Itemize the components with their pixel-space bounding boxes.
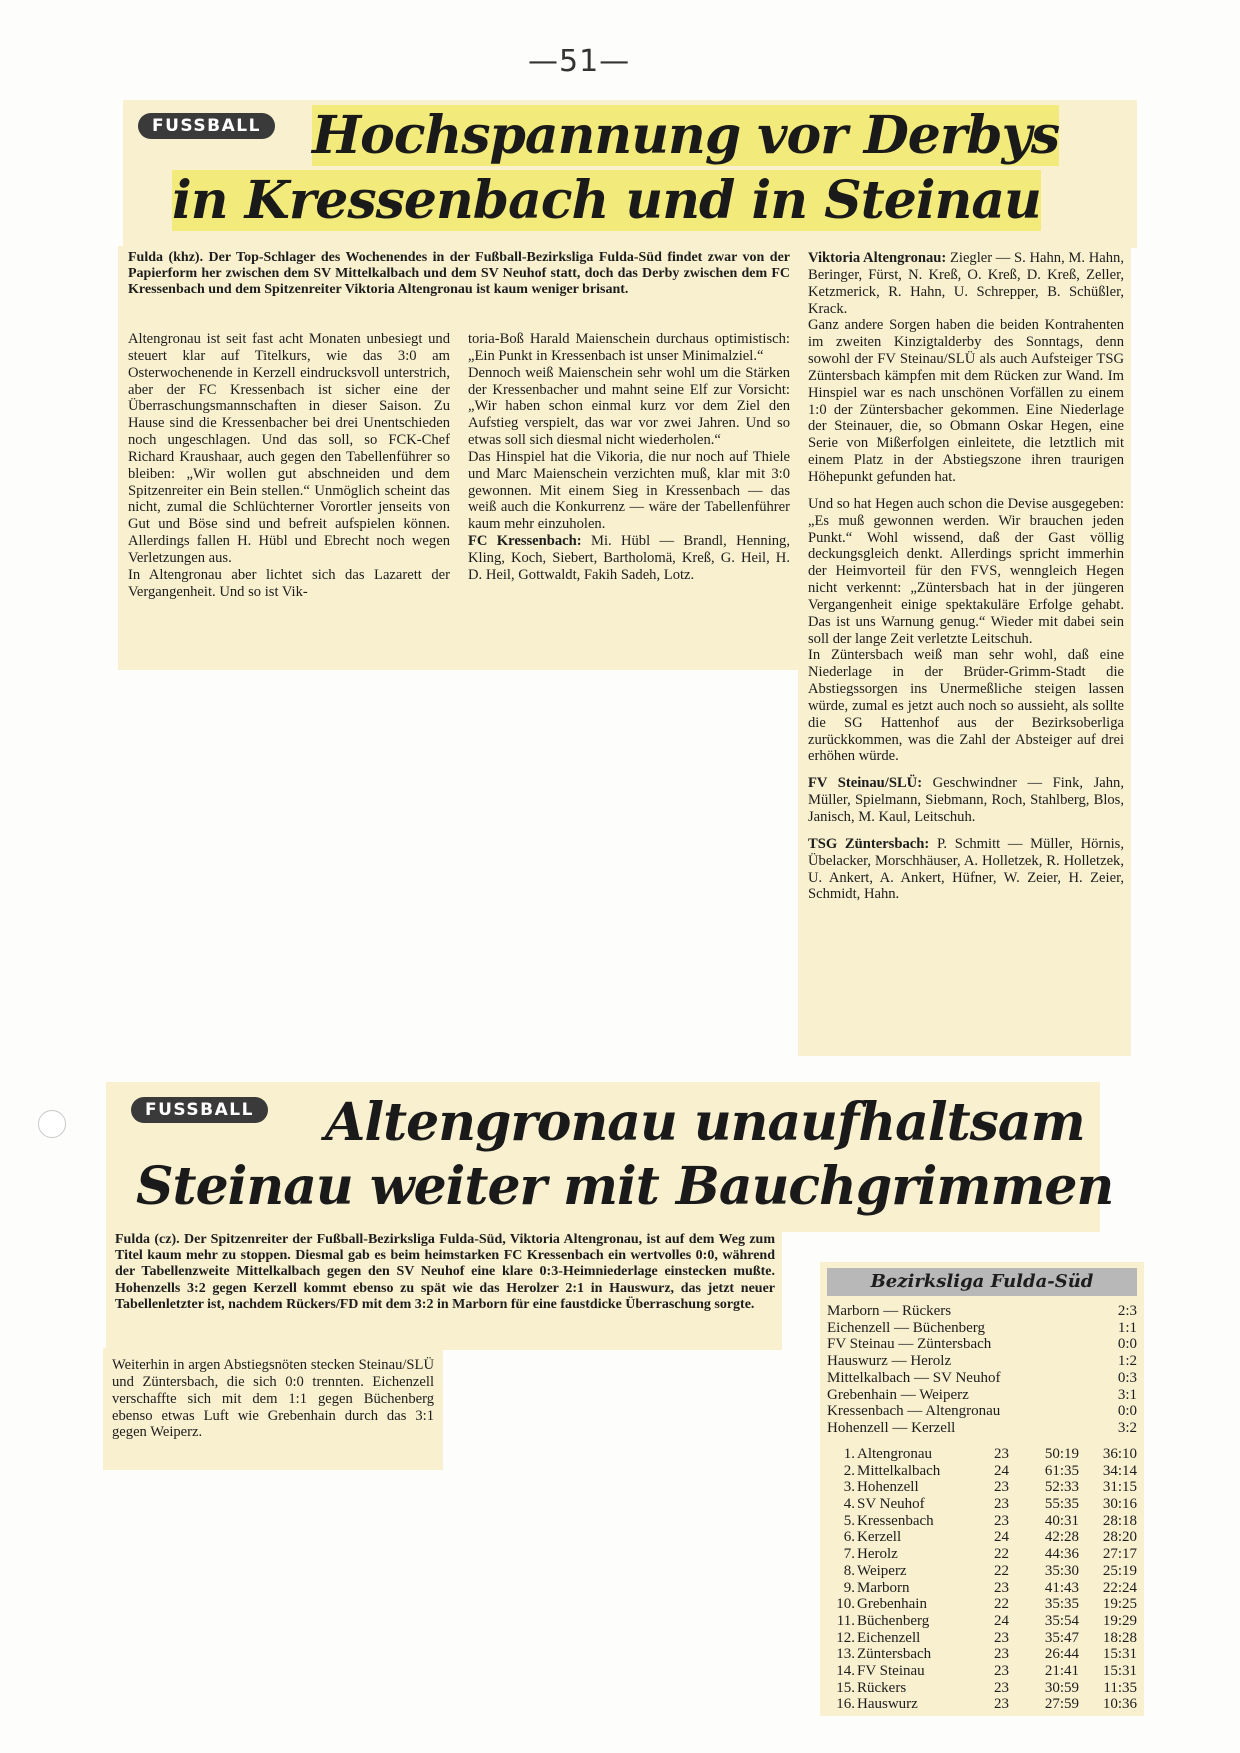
standing-position: 5. <box>843 1512 855 1529</box>
lineup: TSG Züntersbach: P. Schmitt — Müller, Hörnis, Übelacker, Morschhäuser, A. Holletzek, R. Holletzek, U. Ankert, A. Ankert, Hüfner, W. Zeier, H. Zeier, Schmidt, Hahn. <box>808 835 1125 903</box>
result-row <box>827 1353 1137 1370</box>
result-score: 1:2 <box>1117 1353 1137 1370</box>
paragraph: Das Hinspiel hat die Vikoria, die nur noch auf Thiele und Marc Maienschein verzichten muß, klar mit 3:0 gewonnen. Mit einem Sieg in Kressenbach — das weiß auch die Konkurrenz — wäre der Tabellenführer kaum mehr einzuholen. <box>468 448 790 533</box>
standing-position: 2. <box>843 1462 855 1479</box>
standings-table <box>827 1446 1137 1713</box>
standing-goals: 30:59 <box>1044 1679 1079 1696</box>
results-list <box>827 1303 1137 1437</box>
standing-goals: 35:30 <box>1044 1562 1079 1579</box>
standing-points: 18:28 <box>1102 1629 1137 1646</box>
standing-goals: 42:28 <box>1044 1529 1079 1546</box>
standing-games: 22 <box>994 1562 1009 1579</box>
standing-team: Herolz <box>857 1546 898 1563</box>
result-row <box>827 1420 1137 1437</box>
result-match: Hauswurz — Herolz <box>827 1353 952 1370</box>
standing-row <box>827 1680 1137 1697</box>
standing-goals: 35:54 <box>1044 1612 1079 1629</box>
result-score: 1:1 <box>1117 1319 1137 1336</box>
standing-position: 9. <box>843 1579 855 1596</box>
lineup-team: FV Steinau/SLÜ: <box>808 775 923 792</box>
headline-line-2: Steinau weiter mit Bauchgrimmen <box>136 1156 1114 1217</box>
standing-row <box>827 1513 1137 1530</box>
lineup: FC Kressenbach: Mi. Hübl — Brandl, Henning, Kling, Koch, Siebert, Bartholomä, Kreß, G. Heil, H. D. Heil, Gottwaldt, Fakih Sadeh, Lotz. <box>468 533 790 583</box>
standing-points: 31:15 <box>1102 1479 1137 1496</box>
standing-team: Kerzell <box>857 1529 902 1546</box>
result-match: Hohenzell — Kerzell <box>827 1419 956 1436</box>
standing-goals: 55:35 <box>1044 1496 1079 1513</box>
standing-points: 11:35 <box>1103 1679 1137 1696</box>
standing-games: 23 <box>994 1679 1009 1696</box>
standing-position: 14. <box>836 1662 855 1679</box>
standing-row <box>827 1446 1137 1463</box>
lineup-team: Viktoria Altengronau: <box>808 250 947 266</box>
standing-position: 3. <box>843 1479 855 1496</box>
standing-goals: 27:59 <box>1044 1696 1079 1713</box>
standing-games: 23 <box>994 1496 1009 1513</box>
standing-goals: 35:35 <box>1044 1596 1079 1613</box>
standing-position: 15. <box>836 1679 855 1696</box>
standing-points: 27:17 <box>1102 1546 1137 1563</box>
lineup: Viktoria Altengronau: Ziegler — S. Hahn, M. Hahn, Beringer, Fürst, N. Kreß, O. Kreß, D. Kreß, Zeller, Ketzmerick, R. Hahn, U. Schrepper, B. Schüßler, Krack. <box>808 250 1124 317</box>
result-row <box>827 1403 1137 1420</box>
standing-points: 36:10 <box>1102 1446 1137 1462</box>
result-match: Marborn — Rückers <box>827 1303 952 1319</box>
standing-points: 19:25 <box>1102 1596 1137 1613</box>
result-match: Eichenzell — Büchenberg <box>827 1319 985 1336</box>
standing-team: Züntersbach <box>857 1646 932 1663</box>
standing-team: Hohenzell <box>857 1479 919 1496</box>
standing-team: Eichenzell <box>857 1629 921 1646</box>
standing-games: 23 <box>994 1479 1009 1496</box>
paragraph: In Altengronau aber lichtet sich das Lazarett der Vergangenheit. Und so ist Vik- <box>128 566 450 600</box>
standing-row <box>827 1463 1137 1480</box>
standing-games: 23 <box>994 1579 1009 1596</box>
standing-games: 23 <box>994 1696 1009 1713</box>
result-score: 0:3 <box>1117 1369 1137 1386</box>
page-number: —51— <box>528 44 631 79</box>
standing-team: Rückers <box>857 1679 907 1696</box>
result-row <box>827 1336 1137 1353</box>
standing-row <box>827 1630 1137 1647</box>
standing-games: 23 <box>994 1646 1009 1663</box>
result-score: 0:0 <box>1117 1403 1137 1420</box>
paragraph: In Züntersbach weiß man sehr wohl, daß eine Niederlage in der Brüder-Grimm-Stadt die Abstiegssorgen ins Unermeßliche steigen lassen würde, zumal es jetzt auch noch so aussieht, als sollte die SG Hattenhof aus der Bezirksoberliga zurückkommen, was die Zahl der Absteiger auf drei erhöhen würde. <box>808 647 1124 765</box>
paragraph: Dennoch weiß Maienschein sehr wohl um die Stärken der Kressenbacher und mahnt seine Elf zur Vorsicht: „Wir haben schon einmal kurz vor dem Ziel den Aufstieg verspielt, das war vor zwei Jahren. Und so etwas soll sich diesmal nicht wiederholen.“ <box>468 364 790 449</box>
standing-points: 22:24 <box>1102 1579 1137 1596</box>
standing-games: 23 <box>994 1512 1009 1529</box>
standing-row <box>827 1546 1137 1563</box>
standing-position: 8. <box>843 1562 855 1579</box>
article-column-2 <box>468 331 790 584</box>
result-score: 3:1 <box>1117 1386 1137 1403</box>
headline-line-1: Altengronau unaufhaltsam <box>325 1092 1085 1153</box>
standing-goals: 21:41 <box>1044 1662 1079 1679</box>
standing-team: Altengronau <box>857 1446 932 1462</box>
standing-row <box>827 1529 1137 1546</box>
standing-team: Marborn <box>857 1579 910 1596</box>
standing-goals: 50:19 <box>1044 1446 1079 1462</box>
article-column-1 <box>128 331 450 601</box>
standing-points: 34:14 <box>1102 1462 1137 1479</box>
standing-position: 11. <box>836 1612 855 1629</box>
standing-position: 13. <box>836 1646 855 1663</box>
standing-row <box>827 1580 1137 1597</box>
lineup-team: TSG Züntersbach: <box>808 835 930 852</box>
standing-row <box>827 1646 1137 1663</box>
result-match: FV Steinau — Züntersbach <box>827 1336 992 1353</box>
standing-goals: 41:43 <box>1044 1579 1079 1596</box>
standing-games: 23 <box>994 1629 1009 1646</box>
standing-position: 7. <box>843 1546 855 1563</box>
result-score: 0:0 <box>1117 1336 1137 1353</box>
result-row <box>827 1370 1137 1387</box>
standing-team: FV Steinau <box>857 1662 925 1679</box>
headline-line-2: in Kressenbach und in Steinau <box>172 170 1041 231</box>
headline-line-1: Hochspannung vor Derbys <box>312 105 1060 166</box>
standing-points: 19:29 <box>1102 1612 1137 1629</box>
standing-team: Büchenberg <box>857 1612 930 1629</box>
standing-goals: 26:44 <box>1044 1646 1079 1663</box>
standing-goals: 40:31 <box>1044 1512 1079 1529</box>
standing-points: 28:20 <box>1102 1529 1137 1546</box>
standing-goals: 61:35 <box>1044 1462 1079 1479</box>
lineup-team: FC Kressenbach: <box>468 533 582 550</box>
standing-team: Weiperz <box>857 1562 907 1579</box>
standing-position: 16. <box>836 1696 855 1713</box>
standing-position: 4. <box>843 1496 855 1513</box>
standing-team: SV Neuhof <box>857 1496 925 1513</box>
standing-goals: 35:47 <box>1044 1629 1079 1646</box>
standing-points: 25:19 <box>1102 1562 1137 1579</box>
punch-hole <box>38 1110 66 1138</box>
result-score: 3:2 <box>1117 1419 1137 1436</box>
lead-paragraph: Fulda (cz). Der Spitzenreiter der Fußball-Bezirksliga Fulda-Süd, Viktoria Altengronau, ist auf dem Weg zum Titel kaum mehr zu stoppen. Diesmal gab es beim heimstarken FC Kressenbach ein wertvolles 0:0, während der Tabellenzweite Mittelkalbach gegen den SV Neuhof eine klare 0:3-Heimniederlage einstecken mußte. Hohenzells 3:2 gegen Kerzell kommt ebenso zu spät wie das Herolzer 2:1 in Hauswurz, das jetzt neuer Tabellenletzter ist, nachdem Rückers/FD mit dem 3:2 in Marborn für eine faustdicke Überraschung sorgte. <box>115 1232 775 1312</box>
section-badge: FUSSBALL <box>138 113 275 139</box>
standing-position: 12. <box>836 1629 855 1646</box>
standing-points: 30:16 <box>1102 1496 1137 1513</box>
paragraph: Und so hat Hegen auch schon die Devise ausgegeben: „Es muß gewonnen werden. Wir brauchen jeden Punkt.“ Wohl wissend, daß der Gast völlig deckungsgleich denkt. Allerdings spricht immerhin der Heimvorteil für den FVS, wenngleich Hegen nicht verkennt: „Züntersbach hat in der jüngeren Vergangenheit einige spektakuläre Erfolge gehabt. Das ist uns Warnung genug.“ Wieder mit dabei sein soll der lange Zeit verletzte Leitschuh. <box>808 495 1124 647</box>
standing-games: 23 <box>994 1662 1009 1679</box>
standing-games: 24 <box>994 1612 1009 1629</box>
article-column: Weiterhin in argen Abstiegsnöten stecken Steinau/SLÜ und Züntersbach, die sich 0:0 trennten. Eichenzell verschaffte sich mit dem 1:1 gegen Büchenberg ebenso etwas Luft wie Grebenhain durch das 3:1 gegen Weiperz. <box>112 1357 434 1441</box>
standing-games: 22 <box>994 1546 1009 1563</box>
standing-row <box>827 1563 1137 1580</box>
standing-games: 24 <box>994 1529 1009 1546</box>
paragraph: Ganz andere Sorgen haben die beiden Kontrahenten im zweiten Kinzigtalderby des Sonntags, denn sowohl der FV Steinau/SLÜ als auch Aufsteiger TSG Züntersbach kämpfen mit dem Rücken zur Wand. Im Hinspiel war es nach unschönen Vorfällen zu einem 1:0 der Züntersbacher gekommen. Eine Niederlage der Steinauer, die, so Obmann Oskar Hegen, eine Serie von Mißerfolgen einleitete, die letztlich mit einem Platz in der Abstiegszone ihren traurigen Höhepunkt gefunden hat. <box>808 317 1124 485</box>
standing-row <box>827 1596 1137 1613</box>
standing-games: 23 <box>994 1446 1009 1462</box>
standing-position: 6. <box>843 1529 855 1546</box>
standing-points: 15:31 <box>1102 1646 1137 1663</box>
standing-row <box>827 1496 1137 1513</box>
standing-position: 1. <box>843 1446 855 1462</box>
standing-goals: 52:33 <box>1044 1479 1079 1496</box>
paragraph: Altengronau ist seit fast acht Monaten unbesiegt und steuert klar auf Titelkurs, wie das 3:0 am Osterwochenende in Kerzell eindrucksvoll unterstrich, aber der FC Kressenbach ist sicher eine der Überraschungsmannschaften in dieser Saison. Zu Hause sind die Kressenbacher bei drei Unentschieden noch ungeschlagen. Und das soll, so FCK-Chef Richard Kraushaar, auch gegen den Tabellenführer so bleiben: „Wir wollen gut abschneiden und dem Spitzenreiter ein Bein stellen.“ Unmöglich scheint das nicht, zumal die Schlüchterner Vorortler jenseits von Gut und Böse sind und befreit aufspielen können. Allerdings fallen H. Hübl und Ebrecht noch wegen Verletzungen aus. <box>128 331 450 566</box>
standing-games: 24 <box>994 1462 1009 1479</box>
standing-team: Hauswurz <box>857 1696 918 1713</box>
standing-row <box>827 1663 1137 1680</box>
result-row <box>827 1320 1137 1337</box>
standing-team: Kressenbach <box>857 1512 934 1529</box>
standing-row <box>827 1613 1137 1630</box>
standing-goals: 44:36 <box>1044 1546 1079 1563</box>
result-match: Mittelkalbach — SV Neuhof <box>827 1369 1001 1386</box>
standing-row <box>827 1479 1137 1496</box>
article-column-3 <box>808 250 1124 903</box>
standing-position: 10. <box>836 1596 855 1613</box>
lineup: FV Steinau/SLÜ: Geschwindner — Fink, Jahn, Müller, Spielmann, Siebmann, Roch, Stahlberg, Blos, Janisch, M. Kaul, Leitschuh. <box>808 775 1124 825</box>
result-match: Kressenbach — Altengronau <box>827 1403 1001 1420</box>
standing-team: Mittelkalbach <box>857 1462 941 1479</box>
standing-row <box>827 1696 1137 1713</box>
lead-paragraph: Fulda (khz). Der Top-Schlager des Wochenendes in der Fußball-Bezirksliga Fulda-Süd findet zwar von der Papierform her zwischen dem SV Mittelkalbach und dem SV Neuhof statt, doch das Derby zwischen dem FC Kressenbach und dem Spitzenreiter Viktoria Altengronau ist kaum weniger brisant. <box>128 250 790 298</box>
standing-points: 15:31 <box>1102 1662 1137 1679</box>
standing-points: 10:36 <box>1102 1696 1137 1713</box>
result-match: Grebenhain — Weiperz <box>827 1386 969 1403</box>
paragraph: toria-Boß Harald Maienschein durchaus optimistisch: „Ein Punkt in Kressenbach ist unser Minimalziel.“ <box>468 331 790 364</box>
standing-points: 28:18 <box>1102 1512 1137 1529</box>
standing-games: 22 <box>994 1596 1009 1613</box>
result-row <box>827 1303 1137 1320</box>
section-badge: FUSSBALL <box>131 1097 268 1123</box>
result-score: 2:3 <box>1117 1303 1137 1319</box>
table-title: Bezirksliga Fulda-Süd <box>827 1268 1137 1296</box>
result-row <box>827 1387 1137 1404</box>
standing-team: Grebenhain <box>857 1596 927 1613</box>
